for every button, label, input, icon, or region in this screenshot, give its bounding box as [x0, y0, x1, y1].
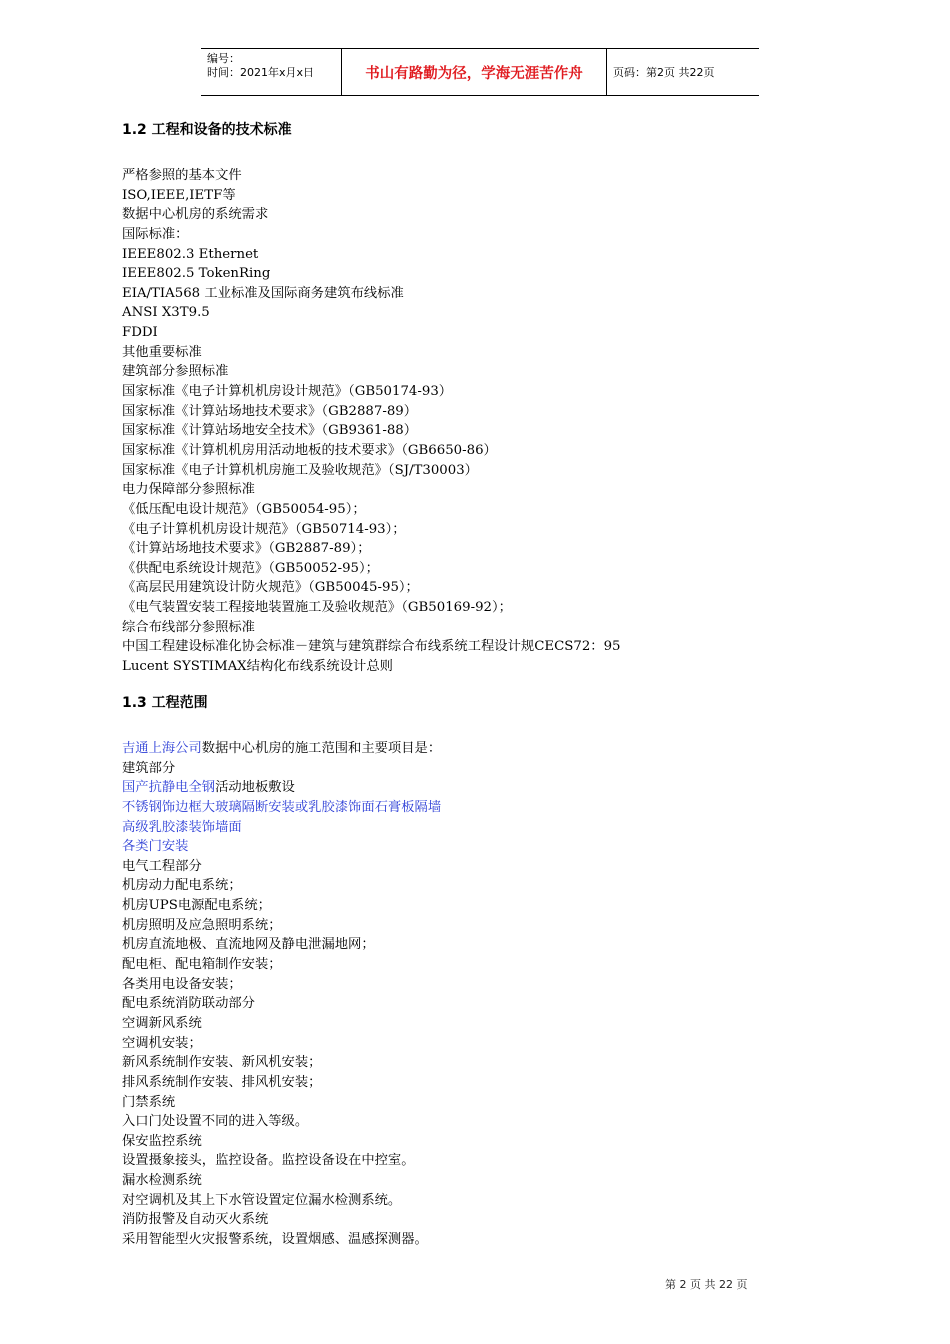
text-line: 电力保障部分参照标准: [122, 482, 255, 498]
section-title-1-3: 1.3 工程范围: [122, 695, 208, 711]
text-line: 国家标准《电子计算机机房设计规范》（GB50174-93）: [122, 384, 453, 400]
text-line: 空调机安装；: [122, 1035, 202, 1051]
company-name: 吉通上海公司: [122, 741, 202, 756]
text-line: Lucent SYSTIMAX结构化布线系统设计总则: [122, 659, 393, 675]
text-line: 不锈钢饰边框大玻璃隔断安装或乳胶漆饰面石膏板隔墙: [122, 799, 442, 815]
header-number-label: 编号：: [207, 52, 240, 65]
text-line: 各类用电设备安装；: [122, 976, 242, 992]
text-line: 设置摄象接头，监控设备。监控设备设在中控室。: [122, 1153, 415, 1169]
header-time-label: 时间：2021年x月x日: [207, 66, 315, 79]
text-line: ISO,IEEE,IETF等: [122, 187, 236, 203]
text-line: IEEE802.3 Ethernet: [122, 246, 259, 262]
text-line: 对空调机及其上下水管设置定位漏水检测系统。: [122, 1192, 402, 1208]
page-footer: 第 2 页 共 22 页: [665, 1278, 748, 1291]
text-line: 数据中心机房的系统需求: [122, 207, 269, 223]
text-line: 漏水检测系统: [122, 1173, 202, 1189]
text-line: 《高层民用建筑设计防火规范》（GB50045-95）；: [122, 580, 419, 596]
text-line: 严格参照的基本文件: [122, 168, 242, 183]
text-line: 国家标准《计算站场地安全技术》（GB9361-88）: [122, 423, 418, 439]
text-line: 中国工程建设标准化协会标准－建筑与建筑群综合布线系统工程设计规CECS72：95: [122, 639, 621, 655]
floor-text: 活动地板敷设: [215, 780, 295, 796]
text-line: FDDI: [122, 325, 158, 341]
text-line: 机房动力配电系统；: [122, 878, 242, 894]
scope-intro-line: [122, 739, 822, 759]
text-line: 新风系统制作安装、新风机安装；: [122, 1055, 322, 1071]
text-line: 《供配电系统设计规范》（GB50052-95）；: [122, 560, 379, 576]
floor-material: 国产抗静电全钢: [122, 780, 216, 796]
page-header: [201, 48, 759, 96]
text-line: 门禁系统: [122, 1094, 176, 1110]
text-line: ANSI X3T9.5: [122, 305, 210, 321]
section-1-3-body: [122, 739, 822, 1250]
text-line: 采用智能型火灾报警系统，设置烟感、温感探测器。: [122, 1232, 428, 1248]
section-title-1-2: 1.2 工程和设备的技术标准: [122, 122, 292, 138]
text-line: 《计算站场地技术要求》（GB2887-89）；: [122, 541, 371, 557]
text-line: 排风系统制作安装、排风机安装；: [122, 1074, 322, 1090]
text-line: 保安监控系统: [122, 1133, 202, 1149]
text-line: EIA/TIA568 工业标准及国际商务建筑布线标准: [122, 285, 404, 301]
text-line: 国家标准《计算站场地技术要求》（GB2887-89）: [122, 403, 418, 419]
scope-line-building: 建筑部分: [122, 760, 176, 776]
text-line: 电气工程部分: [122, 858, 202, 874]
text-line: 各类门安装: [122, 839, 189, 855]
text-line: 国家标准《计算机机房用活动地板的技术要求》（GB6650-86）: [122, 442, 497, 458]
scope-intro-text: 数据中心机房的施工范围和主要项目是：: [201, 741, 442, 756]
header-meta: [201, 49, 342, 95]
header-page-label: 页码：第2页 共22页: [613, 66, 715, 79]
section-1-2-body: [122, 166, 822, 677]
text-line: 建筑部分参照标准: [122, 364, 229, 380]
text-line: 《低压配电设计规范》（GB50054-95）；: [122, 501, 366, 517]
text-line: 其他重要标准: [122, 344, 202, 360]
text-line: 综合布线部分参照标准: [122, 619, 255, 635]
header-motto: 书山有路勤为径，学海无涯苦作舟: [342, 49, 607, 95]
text-line: 《电气装置安装工程接地装置施工及验收规范》（GB50169-92）；: [122, 600, 512, 616]
text-line: 配电系统消防联动部分: [122, 996, 255, 1012]
text-line: 机房照明及应急照明系统；: [122, 917, 282, 933]
text-line: 国际标准：: [122, 226, 189, 242]
text-line: 国家标准《电子计算机机房施工及验收规范》（SJ/T30003）: [122, 462, 478, 478]
text-line: 《电子计算机机房设计规范》（GB50714-93）；: [122, 521, 406, 537]
text-line: IEEE802.5 TokenRing: [122, 266, 271, 282]
text-line: 配电柜、配电箱制作安装；: [122, 957, 282, 973]
text-line: 高级乳胶漆装饰墙面: [122, 819, 242, 835]
scope-floor-line: [122, 778, 822, 798]
text-line: 机房UPS电源配电系统；: [122, 898, 271, 914]
text-line: 机房直流地极、直流地网及静电泄漏地网；: [122, 937, 375, 953]
text-line: 空调新风系统: [122, 1015, 202, 1031]
text-line: 入口门处设置不同的进入等级。: [122, 1114, 309, 1130]
text-line: 消防报警及自动灭火系统: [122, 1212, 269, 1228]
